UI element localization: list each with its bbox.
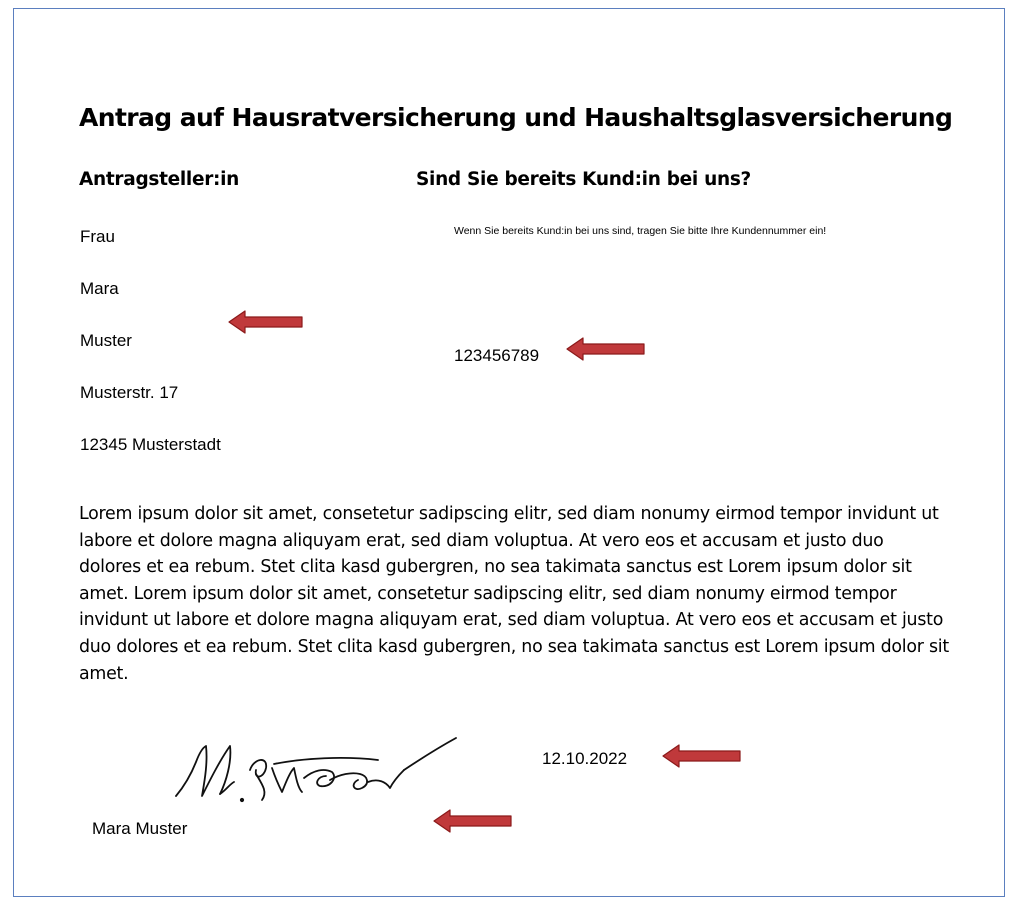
signer-name: Mara Muster	[92, 819, 188, 838]
customer-hint: Wenn Sie bereits Kund:in bei uns sind, tragen Sie bitte Ihre Kundennummer ein!	[454, 225, 827, 237]
applicant-heading: Antragsteller:in	[79, 169, 240, 190]
date-field[interactable]: 12.10.2022	[542, 749, 628, 768]
arrow-left-icon	[431, 807, 515, 835]
salutation-field[interactable]: Frau	[80, 227, 115, 246]
arrow-left-icon	[564, 335, 648, 363]
document-title: Antrag auf Hausratversicherung und Haushaltsglasversicherung	[79, 103, 953, 132]
city-field[interactable]: 12345 Musterstadt	[80, 435, 221, 454]
customer-heading: Sind Sie bereits Kund:in bei uns?	[416, 169, 751, 190]
street-field[interactable]: Musterstr. 17	[80, 383, 179, 402]
first-name-field[interactable]: Mara	[80, 279, 119, 298]
arrow-left-icon	[660, 742, 744, 770]
document-page	[13, 8, 1005, 897]
customer-number-field[interactable]: 123456789	[454, 346, 540, 365]
signature-image	[164, 734, 464, 819]
body-paragraph: Lorem ipsum dolor sit amet, consetetur sadipscing elitr, sed diam nonumy eirmod tempor invidunt ut labore et dolore magna aliquyam erat, sed diam voluptua. At vero eos et accusam et justo duo dolores et ea rebum. Stet clita kasd gubergren, no sea takimata sanctus est Lorem ipsum dolor sit amet. Lorem ipsum dolor sit amet, consetetur sadipscing elitr, sed diam nonumy eirmod tempor invidunt ut labore et dolore magna aliquyam erat, sed diam voluptua. At vero eos et accusam et justo duo dolores et ea rebum. Stet clita kasd gubergren, no sea takimata sanctus est Lorem ipsum dolor sit amet.	[79, 504, 949, 684]
arrow-left-icon	[226, 308, 306, 336]
last-name-field[interactable]: Muster	[80, 331, 132, 350]
